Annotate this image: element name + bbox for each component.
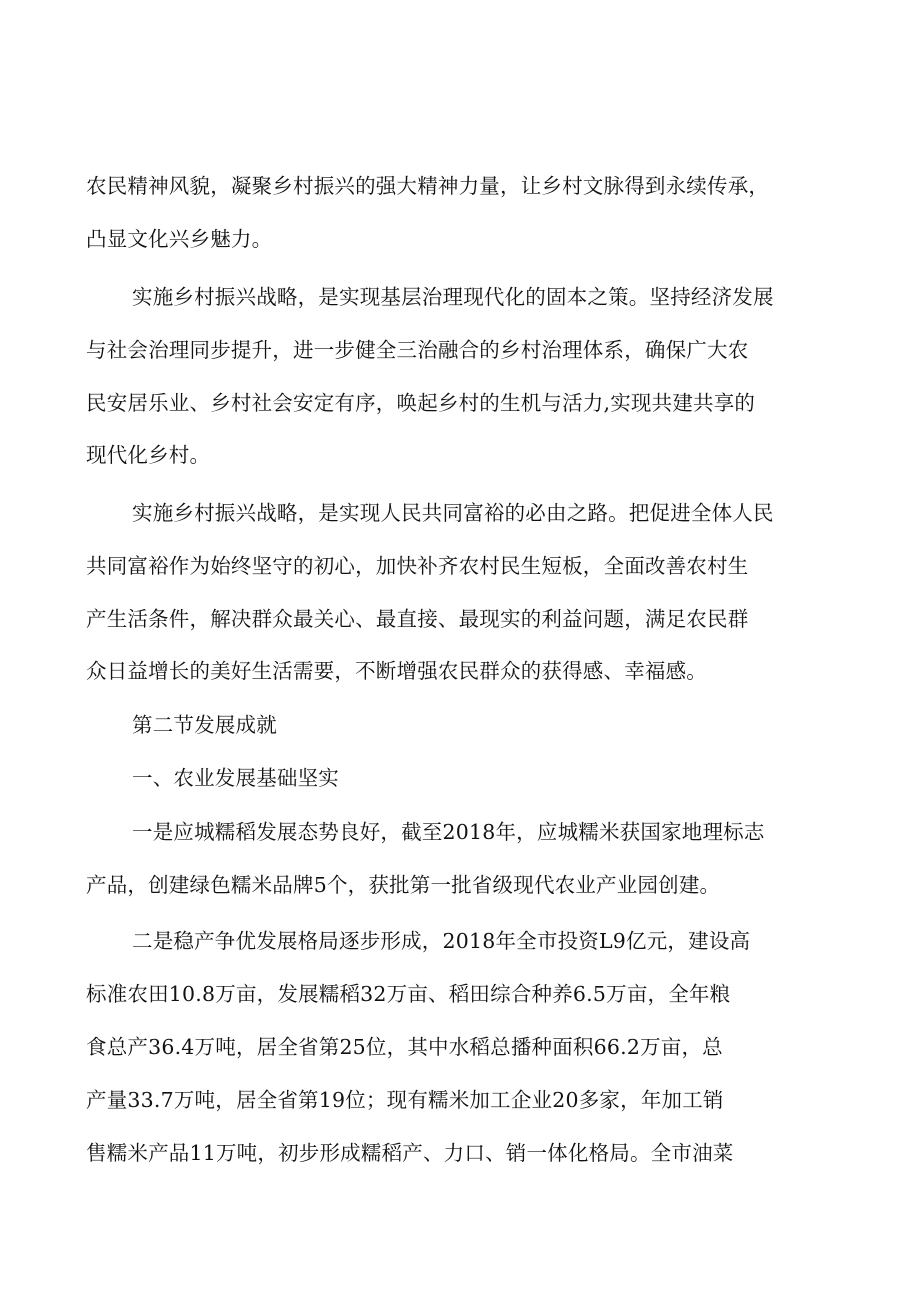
text-line-9: 产生活条件，解决群众最关心、最直接、最现实的利益问题，满足农民群 bbox=[86, 607, 749, 631]
text-line-19: 售糯米产品11万吨，初步形成糯稻产、力口、销一体化格局。全市油菜 bbox=[86, 1141, 734, 1165]
text-line-16: 标准农田10.8万亩，发展糯稻32万亩、稻田综合种养6.5万亩，全年粮 bbox=[86, 982, 731, 1006]
text-line-14: 产品，创建绿色糯米品牌5个，获批第一批省级现代农业产业园创建。 bbox=[86, 873, 721, 897]
text-line-17: 食总产36.4万吨，居全省第25位，其中水稻总播种面积66.2万亩，总 bbox=[86, 1035, 723, 1059]
text-line-6: 现代化乡村。 bbox=[86, 443, 211, 467]
text-line-10: 众日益增长的美好生活需要，不断增强农民群众的获得感、幸福感。 bbox=[86, 659, 707, 683]
text-line-18: 产量33.7万吨，居全省第19位；现有糯米加工企业20多家，年加工销 bbox=[86, 1088, 724, 1112]
text-line-2: 凸显文化兴乡魅力。 bbox=[86, 227, 273, 251]
text-line-8: 共同富裕作为始终坚守的初心，加快补齐农村民生短板，全面改善农村生 bbox=[86, 554, 749, 578]
text-line-1: 农民精神风貌，凝聚乡村振兴的强大精神力量，让乡村文脉得到永续传承， bbox=[86, 174, 770, 198]
text-line-15: 二是稳产争优发展格局逐步形成，2018年全市投资L9亿元，建设高 bbox=[132, 929, 751, 953]
text-line-5: 民安居乐业、乡村社会安定有序，唤起乡村的生机与活力,实现共建共享的 bbox=[86, 391, 756, 415]
text-line-13: 一是应城糯稻发展态势良好，截至2018年，应城糯米获国家地理标志 bbox=[132, 820, 765, 844]
text-line-7: 实施乡村振兴战略，是实现人民共同富裕的必由之路。把促进全体人民 bbox=[132, 501, 774, 525]
section-heading: 第二节发展成就 bbox=[132, 713, 277, 737]
text-line-4: 与社会治理同步提升，进一步健全三治融合的乡村治理体系，确保广大农 bbox=[86, 338, 749, 362]
subsection-heading: 一、农业发展基础坚实 bbox=[132, 766, 339, 790]
text-line-3: 实施乡村振兴战略，是实现基层治理现代化的固本之策。坚持经济发展 bbox=[132, 285, 774, 309]
